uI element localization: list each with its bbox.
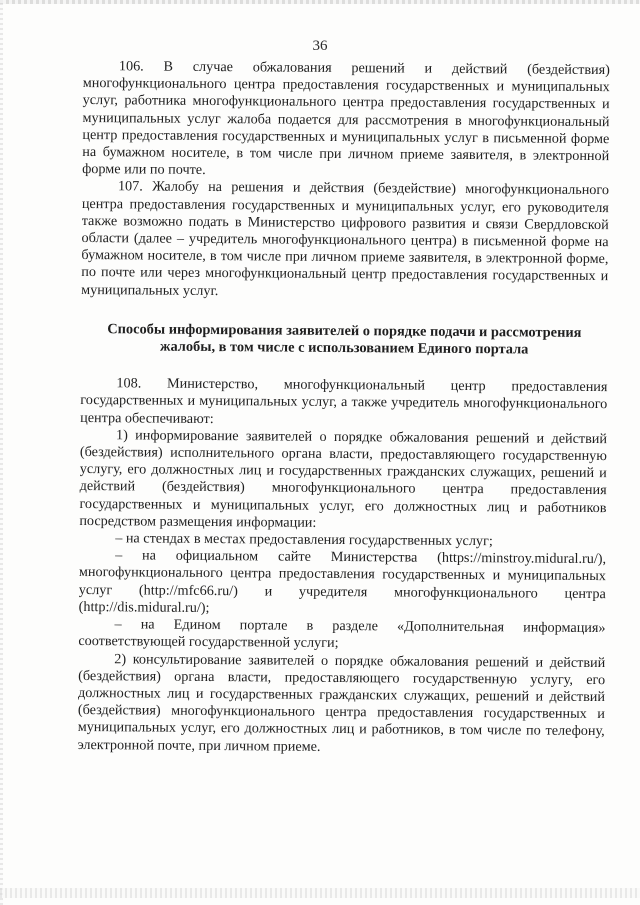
scan-edge-left bbox=[0, 0, 3, 905]
sub-item-websites: – на официальном сайте Министерства (https://minstroy.midural.ru/), многофункционального центра предоставления государственных и муниципальных услуг (http://mfc66.ru/) и учредителя многофункционального центра (http://dis.midural.ru/); bbox=[78, 547, 607, 616]
section-heading bbox=[81, 321, 608, 360]
paragraph-108: 108. Министерство, многофункциональный центр предоставления государственных и муниципальных услуг, а также учредитель многофункционального центра обеспечивают: bbox=[80, 375, 608, 427]
list-item-1: 1) информирование заявителей о порядке обжалования решений и действий (бездействия) исполнительного органа власти, предоставляющего государственную услугу, его должностных лиц и государственных гражданских служащих, решений и действий (бездействия) многофункционального центра предоставления государственных и муниципальных услуг, его должностных лиц и работников посредством размещения информации: bbox=[79, 427, 608, 531]
document-body bbox=[78, 58, 610, 758]
list-item-2: 2) консультирование заявителей о порядке обжалования решений и действий (бездействия) органа власти, предоставляющего государственную услугу, его должностных лиц и государственных гражданских служащих, решений и действий (бездействия) многофункционального центра предоставления государственных и муниципальных услуг, его должностных лиц и работников, в том числе по телефону, электронной почте, при личном приеме. bbox=[77, 650, 606, 755]
scan-edge-top bbox=[0, 0, 640, 4]
section-heading-line-2: жалобы, в том числе с использованием Единого портала bbox=[159, 338, 529, 358]
scan-edge-bottom bbox=[0, 888, 640, 898]
paragraph-107: 107. Жалобу на решения и действия (бездействие) многофункционального центра предоставления государственных и муниципальных услуг, его руководителя также возможно подать в Министерство цифрового развития и связи Свердловской области (далее – учредитель многофункционального центра) в письменной форме на бумажном носителе, в том числе при личном приеме заявителя, в электронной форме, по почте или через многофункциональный центр предоставления государственных и муниципальных услуг. bbox=[81, 178, 610, 299]
page-number: 36 bbox=[312, 38, 328, 54]
paragraph-106: 106. В случае обжалования решений и действий (бездействия) многофункционального центра предоставления государственных и муниципальных услуг, работника многофункционального центра предоставления государственных и муниципальных услуг жалоба подается для рассмотрения в многофункциональный центр предоставления государственных и муниципальных услуг в письменной форме на бумажном носителе, в том числе при личном приеме заявителя, в электронной форме или по почте. bbox=[82, 58, 610, 179]
sub-item-portal: – на Едином портале в разделе «Дополнительная информация» соответствующей государственной услуги; bbox=[78, 616, 606, 652]
sub-item-stands: – на стендах в местах предоставления государственных услуг; bbox=[115, 530, 493, 550]
section-heading-line-1: Способы информирования заявителей о порядке подачи и рассмотрения bbox=[107, 321, 582, 341]
